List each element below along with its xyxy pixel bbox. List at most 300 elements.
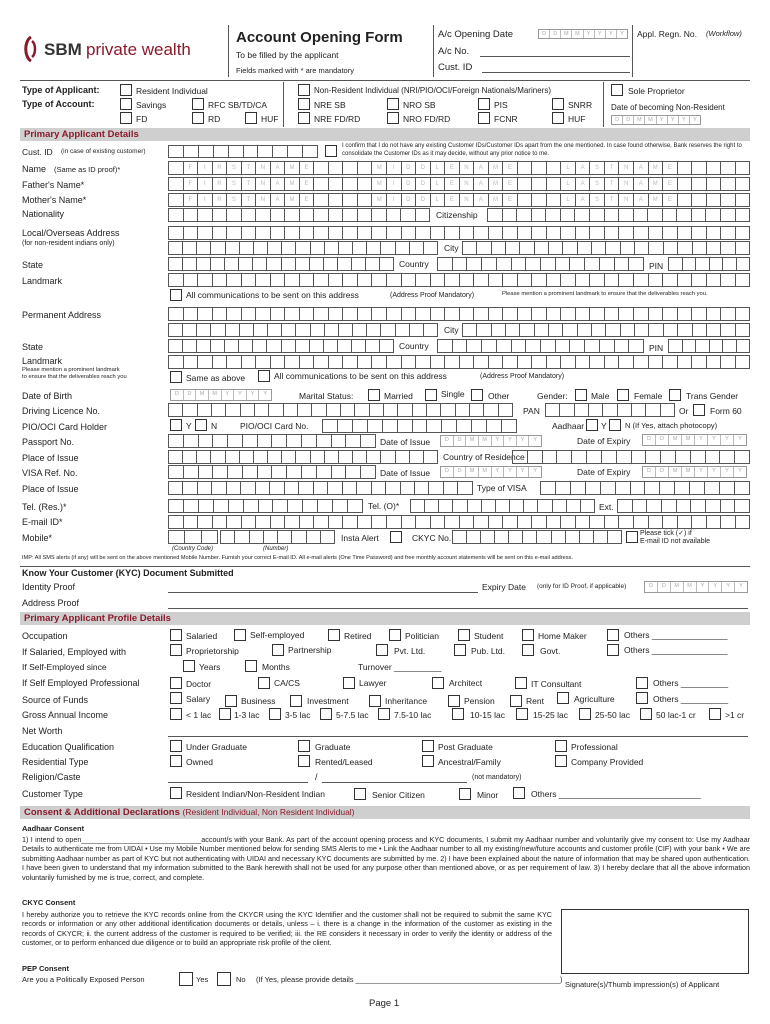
- self-emp-checkbox[interactable]: [234, 629, 246, 641]
- pub-checkbox[interactable]: [454, 644, 466, 656]
- inc6-checkbox[interactable]: [452, 708, 464, 720]
- inc1-checkbox[interactable]: [170, 708, 182, 720]
- years-box[interactable]: [183, 660, 195, 672]
- pio-n-checkbox[interactable]: [195, 419, 207, 431]
- brand-name: SBM: [44, 40, 82, 59]
- inc9-label: 50 lac-1 cr: [656, 710, 696, 720]
- pin-grid[interactable]: [668, 257, 750, 271]
- inheritance-checkbox[interactable]: [369, 695, 381, 707]
- if-prof-label: If Self Employed Professional: [22, 678, 140, 688]
- turnover-label: Turnover __________: [358, 662, 442, 672]
- ckyc-consent-text: I hereby authorize you to retrieve the KYC records online from the CKYCR using the KYC Identifier and the customer shall not be required to submit the same KYC records or information or any other additional identification documents or details, unless – i. there is a change in the information of the customer as existing in the records of CKYCR; ii. the current address of the customer is required to be verified; iii. the RE considers it necessary in order to verify the identity or address of the customer, or to perform enhanced due diligence or to build an appropriate risk profile of the client.: [22, 910, 552, 948]
- signature-box[interactable]: [561, 909, 749, 974]
- other-label: Other: [488, 391, 510, 401]
- architect-checkbox[interactable]: [432, 677, 444, 689]
- perm-addr-grid-2[interactable]: [168, 323, 438, 337]
- state-label: State: [22, 260, 44, 270]
- ancestral-label: Ancestral/Family: [438, 757, 501, 767]
- no-email-note: E-mail ID not available: [640, 538, 711, 545]
- cor-label: Country of Residence: [443, 452, 525, 462]
- country-code-grid[interactable]: [168, 530, 218, 544]
- pio-no-label: PIO/OCI Card No.: [240, 421, 309, 431]
- religion-field[interactable]: [168, 782, 308, 783]
- same-above-label: Same as above: [186, 373, 246, 383]
- form-title: Account Opening Form: [236, 29, 403, 46]
- aadhaar-n-checkbox[interactable]: [609, 419, 621, 431]
- visa-type-label: Type of VISA: [477, 483, 527, 493]
- source-label: Source of Funds: [22, 695, 89, 705]
- visa-grid[interactable]: [168, 465, 376, 479]
- pin2-label: PIN: [649, 343, 664, 353]
- nationality-label: Nationality: [22, 209, 65, 219]
- ca-checkbox[interactable]: [258, 677, 270, 689]
- pension-label: Pension: [464, 696, 495, 706]
- page-number: Page 1: [369, 998, 400, 1009]
- female-checkbox[interactable]: [617, 389, 629, 401]
- landmark2-note-b: to ensure that the deliverables reach you: [22, 374, 127, 380]
- professional-label: Professional: [571, 742, 618, 752]
- huf2-label: HUF: [568, 114, 586, 124]
- inc9-checkbox[interactable]: [640, 708, 652, 720]
- or-label: Or: [679, 406, 689, 416]
- inc4-checkbox[interactable]: [320, 708, 332, 720]
- proprietorship-label: Proprietorship: [186, 646, 239, 656]
- ext-grid[interactable]: [617, 499, 750, 513]
- if-salaried-label: If Salaried, Employed with: [22, 647, 127, 657]
- sole-prop-checkbox[interactable]: [611, 84, 623, 96]
- tel-o-grid[interactable]: [410, 499, 595, 513]
- if-self-label: If Self-Employed since: [22, 662, 107, 672]
- country-grid[interactable]: [437, 257, 644, 271]
- rd-checkbox[interactable]: [192, 112, 204, 124]
- under-grad-checkbox[interactable]: [170, 740, 182, 752]
- tel-res-label: Tel. (Res.)*: [22, 502, 67, 512]
- dob-field[interactable]: D D M M Y Y Y Y: [170, 389, 272, 401]
- nro-sb-checkbox[interactable]: [387, 98, 399, 110]
- student-label: Student: [474, 631, 504, 641]
- expiry-field[interactable]: D D M M Y Y Y Y: [644, 581, 748, 593]
- landmark-grid[interactable]: [168, 273, 750, 287]
- pep-no-label: No: [236, 975, 246, 984]
- confirm-checkbox[interactable]: [325, 145, 337, 157]
- state2-grid[interactable]: [168, 339, 394, 353]
- pan-grid[interactable]: [545, 403, 675, 417]
- marital-label: Marital Status:: [299, 391, 354, 401]
- poi-grid[interactable]: [168, 450, 438, 464]
- months-box[interactable]: [245, 660, 257, 672]
- pep-no-checkbox[interactable]: [217, 972, 231, 986]
- rent-label: Rent: [526, 696, 544, 706]
- mobile-label: Mobile*: [22, 533, 53, 543]
- local-addr-grid-1[interactable]: [168, 226, 750, 240]
- caste-field[interactable]: [322, 782, 467, 783]
- months-label: Months: [262, 662, 290, 672]
- logo: [22, 36, 222, 64]
- owned-label: Owned: [186, 757, 213, 767]
- sole-prop-label: Sole Proprietor: [628, 86, 685, 96]
- inc6-label: 10-15 lac: [470, 710, 505, 720]
- ckyc-grid[interactable]: [452, 530, 622, 544]
- senior-checkbox[interactable]: [354, 788, 366, 800]
- others-prof-checkbox[interactable]: [636, 677, 648, 689]
- lawyer-checkbox[interactable]: [343, 677, 355, 689]
- male-checkbox[interactable]: [575, 389, 587, 401]
- country2-grid[interactable]: [437, 339, 644, 353]
- primary-section-header: Primary Applicant Details: [20, 128, 750, 141]
- sbm-logo-icon: [22, 36, 40, 62]
- home-maker-label: Home Maker: [538, 631, 587, 641]
- res-nonres-checkbox[interactable]: [170, 787, 182, 799]
- type-account-label: Type of Account:: [22, 99, 95, 109]
- net-worth-field[interactable]: [168, 736, 748, 737]
- cust-id-label: Cust. ID: [438, 62, 473, 73]
- under-grad-label: Under Graduate: [186, 742, 247, 752]
- lawyer-label: Lawyer: [359, 678, 387, 688]
- nre-sb-label: NRE SB: [314, 100, 346, 110]
- ckyc-consent-title: CKYC Consent: [22, 898, 76, 907]
- graduate-label: Graduate: [315, 742, 351, 752]
- doe2-field[interactable]: D D M M Y Y Y Y: [642, 466, 747, 478]
- consent-title: Consent & Additional Declarations: [24, 807, 180, 818]
- pin-label: PIN: [649, 261, 664, 271]
- married-checkbox[interactable]: [368, 389, 380, 401]
- education-label: Education Qualification: [22, 742, 115, 752]
- signature-label: Signature(s)/Thumb impression(s) of Applicant: [565, 980, 720, 989]
- state2-label: State: [22, 342, 44, 352]
- rented-label: Rented/Leased: [315, 757, 373, 767]
- home-maker-checkbox[interactable]: [522, 629, 534, 641]
- rent-checkbox[interactable]: [510, 695, 522, 707]
- nro-fdrd-checkbox[interactable]: [387, 112, 399, 124]
- mandatory-note: Fields marked with * are mandatory: [236, 66, 354, 75]
- investment-checkbox[interactable]: [290, 695, 302, 707]
- it-label: IT Consultant: [531, 679, 582, 689]
- confirm-text: I confirm that I do not have any existing Customer IDs/Customer IDs apart from the one mentioned. In case found otherwise, Bank reserves the right to consolidate the Customer IDs as it may decide, without any prior notice to me.: [342, 143, 742, 157]
- proprietorship-checkbox[interactable]: [170, 644, 182, 656]
- address-proof-label: Address Proof: [22, 598, 80, 608]
- ac-open-date-field[interactable]: D D M M Y Y Y Y: [538, 29, 628, 39]
- govt-label: Govt.: [540, 646, 561, 656]
- salary-label: Salary: [186, 694, 211, 704]
- name-note: (Same as ID proof)*: [54, 165, 121, 174]
- pan-label: PAN: [523, 406, 540, 416]
- snrr-label: SNRR: [568, 100, 593, 110]
- post-grad-label: Post Graduate: [438, 742, 493, 752]
- salaried-label: Salaried: [186, 631, 218, 641]
- doi2-label: Date of Issue: [380, 468, 431, 478]
- agriculture-checkbox[interactable]: [557, 692, 569, 704]
- doi-label: Date of Issue: [380, 437, 431, 447]
- nonresident-checkbox[interactable]: [298, 84, 310, 96]
- partnership-label: Partnership: [288, 645, 332, 655]
- city-grid[interactable]: [462, 241, 750, 255]
- huf2-checkbox[interactable]: [552, 112, 564, 124]
- expiry-note: (only for ID Proof, if applicable): [537, 583, 627, 590]
- pension-checkbox[interactable]: [448, 695, 460, 707]
- pep-question: Are you a Politically Exposed Person: [22, 975, 145, 984]
- mobile-grid[interactable]: [220, 530, 335, 544]
- country2-label: Country: [399, 341, 429, 351]
- pio-label: PIO/OCI Card Holder: [22, 422, 108, 432]
- ac-no-field[interactable]: [480, 56, 630, 57]
- local-addr-note: (for non-resident indians only): [22, 240, 115, 247]
- mother-label: Mother's Name*: [22, 195, 87, 205]
- fd-label: FD: [136, 114, 148, 124]
- filled-by-note: To be filled by the applicant: [236, 50, 339, 60]
- landmark2-grid[interactable]: [168, 355, 750, 369]
- aadhaar-label: Aadhaar: [552, 421, 585, 431]
- inc7-label: 15-25 lac: [533, 710, 568, 720]
- nre-sb-checkbox[interactable]: [298, 98, 310, 110]
- resident-checkbox[interactable]: [120, 84, 132, 96]
- ancestral-checkbox[interactable]: [422, 755, 434, 767]
- expiry-label: Expiry Date: [482, 582, 526, 592]
- local-addr-label: Local/Overseas Address: [22, 228, 120, 238]
- savings-checkbox[interactable]: [120, 98, 132, 110]
- others-prof-label: Others __________: [653, 678, 729, 688]
- address-proof-field[interactable]: [168, 608, 748, 609]
- rd-label: RD: [208, 114, 221, 124]
- comm-perm-label: All communications to be sent on this address: [274, 371, 447, 381]
- appl-regn-label: Appl. Regn. No.: [637, 29, 698, 39]
- male-label: Male: [591, 391, 610, 401]
- pio-n-label: N: [211, 421, 218, 431]
- insta-label: Insta Alert: [341, 533, 379, 543]
- date-nonres-field[interactable]: D D M M Y Y Y Y: [611, 115, 701, 125]
- others-src-checkbox[interactable]: [636, 692, 648, 704]
- state-grid[interactable]: [168, 257, 394, 271]
- govt-checkbox[interactable]: [522, 644, 534, 656]
- cust-id-field[interactable]: [482, 72, 630, 73]
- salaried-checkbox[interactable]: [170, 629, 182, 641]
- number-note: (Number): [263, 546, 289, 552]
- doi-field[interactable]: D D M M Y Y Y Y: [440, 435, 542, 447]
- same-above-checkbox[interactable]: [170, 371, 182, 383]
- inc2-label: 1-3 lac: [234, 710, 260, 720]
- landmark2-note-a: Please mention a prominent landmark: [22, 367, 120, 373]
- passport-label: Passport No.: [22, 437, 75, 447]
- business-label: Business: [241, 696, 276, 706]
- dob-label: Date of Birth: [22, 391, 73, 401]
- inc3-label: 3-5 lac: [285, 710, 311, 720]
- minor-label: Minor: [477, 790, 499, 800]
- owned-checkbox[interactable]: [170, 755, 182, 767]
- city2-grid[interactable]: [462, 323, 750, 337]
- landmark-label: Landmark: [22, 276, 63, 286]
- others-emp-label: Others ________________: [624, 645, 728, 655]
- inc8-checkbox[interactable]: [579, 708, 591, 720]
- minor-checkbox[interactable]: [459, 788, 471, 800]
- others-occ-checkbox[interactable]: [607, 629, 619, 641]
- addr-proof2-note: (Address Proof Mandatory): [480, 373, 565, 380]
- comm-local-checkbox[interactable]: [170, 289, 182, 301]
- residential-label: Residential Type: [22, 757, 89, 767]
- tick-note: Please tick (✓) if: [640, 530, 692, 537]
- dl-label: Driving Licence No.: [22, 406, 101, 416]
- retired-checkbox[interactable]: [328, 629, 340, 641]
- father-label: Father's Name*: [22, 180, 85, 190]
- ac-no-label: A/c No.: [438, 46, 470, 57]
- imp-note: IMP: All SMS alerts (if any) will be sent on the above mentioned Mobile Number. Furnish your correct E-mail ID. All e-mail alerts (One Time Password) and free monthly account statements will be sent on this e-mail address.: [22, 555, 573, 561]
- citizenship-grid[interactable]: [487, 208, 750, 222]
- aadhaar-y-checkbox[interactable]: [586, 419, 598, 431]
- inc2-checkbox[interactable]: [219, 708, 231, 720]
- poi-label: Place of Issue: [22, 453, 79, 463]
- ca-label: CA/CS: [274, 678, 300, 688]
- politician-checkbox[interactable]: [389, 629, 401, 641]
- nre-fdrd-checkbox[interactable]: [298, 112, 310, 124]
- kyc-title: Know Your Customer (KYC) Document Submitted: [22, 568, 234, 578]
- rfc-checkbox[interactable]: [192, 98, 204, 110]
- city2-label: City: [444, 325, 459, 335]
- religion-label: Religion/Caste: [22, 772, 81, 782]
- trans-checkbox[interactable]: [669, 389, 681, 401]
- nonresident-label: Non-Resident Individual (NRI/PIO/OCI/Foreign Nationals/Mariners): [314, 86, 551, 95]
- date-nonres-label: Date of becoming Non-Resident: [611, 103, 725, 112]
- fd-checkbox[interactable]: [120, 112, 132, 124]
- agriculture-label: Agriculture: [574, 694, 615, 704]
- name-grid[interactable]: F I R S T N A M E M I D D L E N A M E L A S T N A M E: [168, 161, 750, 175]
- pis-checkbox[interactable]: [478, 98, 490, 110]
- net-worth-label: Net Worth: [22, 726, 63, 736]
- pep-details: (If Yes, please provide details _________________________________________________): [256, 975, 563, 984]
- single-checkbox[interactable]: [425, 389, 437, 401]
- form60-label: Form 60: [710, 406, 742, 416]
- not-mandatory-note: (not mandatory): [472, 774, 522, 781]
- inc3-checkbox[interactable]: [269, 708, 281, 720]
- snrr-checkbox[interactable]: [552, 98, 564, 110]
- cust-id2-label: Cust. ID: [22, 147, 53, 157]
- visa-type-grid[interactable]: [540, 481, 750, 495]
- pvt-checkbox[interactable]: [376, 644, 388, 656]
- city-label: City: [444, 243, 459, 253]
- cust-id-grid[interactable]: [168, 145, 318, 158]
- email-label: E-mail ID*: [22, 517, 63, 527]
- others-emp-checkbox[interactable]: [607, 644, 619, 656]
- nro-sb-label: NRO SB: [403, 100, 436, 110]
- consent-section-header: [20, 806, 750, 819]
- tel-o-label: Tel. (O)*: [368, 501, 400, 511]
- type-applicant-label: Type of Applicant:: [22, 85, 100, 95]
- brand-sub: private wealth: [86, 40, 191, 59]
- pvt-label: Pvt. Ltd.: [394, 646, 426, 656]
- others-src-label: Others __________: [653, 694, 729, 704]
- doctor-checkbox[interactable]: [170, 677, 182, 689]
- it-checkbox[interactable]: [515, 677, 527, 689]
- student-checkbox[interactable]: [458, 629, 470, 641]
- retired-label: Retired: [344, 631, 372, 641]
- married-label: Married: [384, 391, 413, 401]
- father-grid[interactable]: F I R S T N A M E M I D D L E N A M E L A S T N A M E: [168, 177, 750, 191]
- pep-yes-label: Yes: [196, 975, 209, 984]
- identity-label: Identity Proof: [22, 582, 76, 592]
- tel-res-grid[interactable]: [168, 499, 363, 513]
- comm-perm-checkbox[interactable]: [258, 370, 270, 382]
- aadhaar-consent-title: Aadhaar Consent: [22, 824, 85, 833]
- huf-checkbox[interactable]: [245, 112, 257, 124]
- citizenship-label: Citizenship: [436, 210, 478, 220]
- local-addr-grid-2[interactable]: [168, 241, 438, 255]
- rented-checkbox[interactable]: [298, 755, 310, 767]
- inc10-checkbox[interactable]: [709, 708, 721, 720]
- cust-id-note: (in case of existing customer): [61, 148, 146, 155]
- form60-checkbox[interactable]: [693, 404, 705, 416]
- occupation-label: Occupation: [22, 631, 68, 641]
- poi2-grid[interactable]: [168, 481, 473, 495]
- no-email-checkbox[interactable]: [626, 531, 638, 543]
- professional-checkbox[interactable]: [555, 740, 567, 752]
- graduate-checkbox[interactable]: [298, 740, 310, 752]
- resident-label: Resident Individual: [136, 86, 208, 96]
- pep-yes-checkbox[interactable]: [179, 972, 193, 986]
- salary-checkbox[interactable]: [170, 692, 182, 704]
- consent-title-note: (Resident Individual, Non Resident Individual): [182, 807, 355, 817]
- religion-slash: /: [315, 772, 318, 782]
- inheritance-label: Inheritance: [385, 696, 428, 706]
- nro-fdrd-label: NRO FD/RD: [403, 114, 451, 124]
- inc5-checkbox[interactable]: [378, 708, 390, 720]
- self-emp-label: Self-employed: [250, 630, 305, 640]
- inc8-label: 25-50 lac: [595, 710, 630, 720]
- aadhaar-y-label: Y: [601, 421, 607, 431]
- others-cust-checkbox[interactable]: [513, 787, 525, 799]
- nationality-grid[interactable]: [168, 208, 430, 222]
- passport-grid[interactable]: [168, 434, 376, 448]
- pio-y-checkbox[interactable]: [170, 419, 182, 431]
- pub-label: Pub. Ltd.: [471, 646, 506, 656]
- res-nonres-label: Resident Indian/Non-Resident Indian: [186, 789, 325, 799]
- fcnr-checkbox[interactable]: [478, 112, 490, 124]
- perm-addr-grid-1[interactable]: [168, 307, 750, 321]
- inc4-label: 5-7.5 lac: [336, 710, 369, 720]
- perm-addr-label: Permanent Address: [22, 310, 102, 320]
- company-checkbox[interactable]: [555, 755, 567, 767]
- doe-label: Date of Expiry: [577, 436, 631, 446]
- doi2-field[interactable]: D D M M Y Y Y Y: [440, 466, 542, 478]
- politician-label: Politician: [405, 631, 440, 641]
- poi2-label: Place of Issue: [22, 484, 79, 494]
- inc7-checkbox[interactable]: [516, 708, 528, 720]
- ckyc-label: CKYC No.: [412, 533, 452, 543]
- business-checkbox[interactable]: [225, 695, 237, 707]
- partnership-checkbox[interactable]: [272, 644, 284, 656]
- fcnr-label: FCNR: [494, 114, 518, 124]
- identity-field[interactable]: [168, 592, 478, 593]
- inc5-label: 7.5-10 lac: [394, 710, 432, 720]
- huf-label: HUF: [261, 114, 279, 124]
- gender-label: Gender:: [537, 391, 568, 401]
- others-cust-label: Others ______________________________: [531, 789, 701, 799]
- rfc-label: RFC SB/TD/CA: [208, 100, 268, 110]
- pio-y-label: Y: [186, 421, 192, 431]
- other-checkbox[interactable]: [471, 389, 483, 401]
- female-label: Female: [634, 391, 663, 401]
- landmark-note: Please mention a prominent landmark to ensure that the deliverables reach you.: [502, 291, 708, 297]
- dl-grid[interactable]: [168, 403, 513, 417]
- cor-grid[interactable]: [512, 450, 750, 464]
- pio-no-grid[interactable]: [322, 419, 517, 433]
- mother-grid[interactable]: F I R S T N A M E M I D D L E N A M E L A S T N A M E: [168, 193, 750, 207]
- post-grad-checkbox[interactable]: [422, 740, 434, 752]
- insta-checkbox[interactable]: [390, 531, 402, 543]
- email-grid[interactable]: [168, 515, 750, 529]
- pep-consent-title: PEP Consent: [22, 964, 69, 973]
- doe-field[interactable]: D D M M Y Y Y Y: [642, 434, 747, 446]
- profile-section-header: Primary Applicant Profile Details: [20, 612, 750, 625]
- nre-fdrd-label: NRE FD/RD: [314, 114, 361, 124]
- pin2-grid[interactable]: [668, 339, 750, 353]
- inc1-label: < 1 lac: [186, 710, 212, 720]
